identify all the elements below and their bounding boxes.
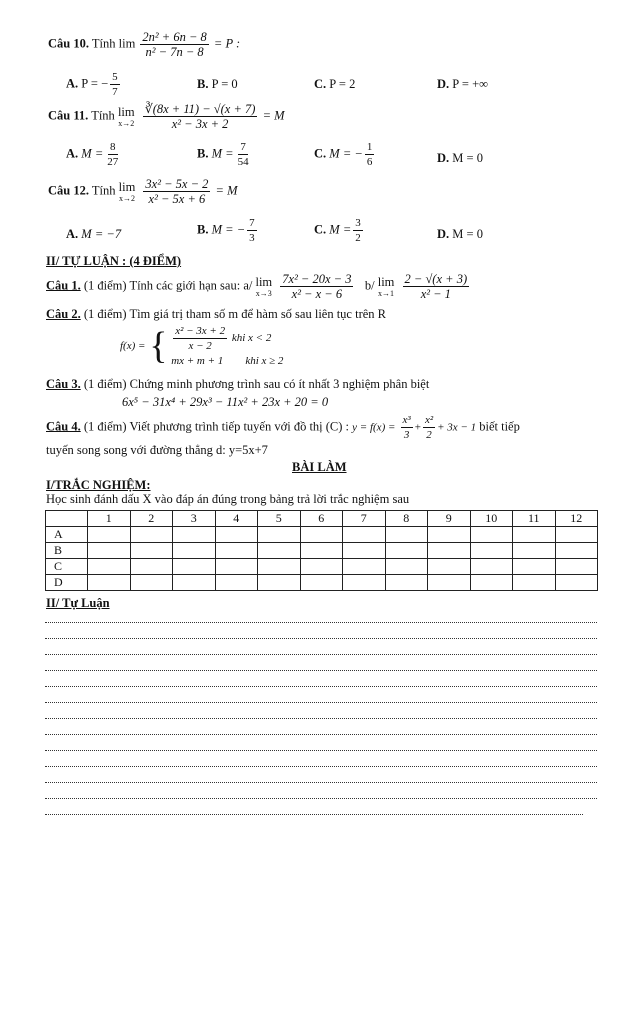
question-label: Câu 10. bbox=[48, 36, 89, 51]
answer-cell[interactable] bbox=[88, 575, 131, 591]
answer-cell[interactable] bbox=[343, 527, 386, 543]
answer-cell[interactable] bbox=[555, 575, 598, 591]
answer-cell[interactable] bbox=[470, 543, 513, 559]
column-header: 12 bbox=[555, 511, 598, 527]
option-d[interactable]: D. P = +∞ bbox=[437, 77, 489, 91]
essay-question-4: Câu 4. (1 điểm) Viết phương trình tiếp tuyến với đồ thị (C) : y = f(x) = $\frac{\text{x³}}{3}$ + $\frac{\text{x²}}{2}$ + 3x − 1 biết tiếp bbox=[46, 414, 520, 441]
bai-lam-heading: BÀI LÀM bbox=[292, 460, 347, 474]
answer-cell[interactable] bbox=[428, 575, 471, 591]
answer-cell[interactable] bbox=[470, 527, 513, 543]
column-header: 6 bbox=[300, 511, 343, 527]
column-header: 5 bbox=[258, 511, 301, 527]
row-header: A bbox=[46, 527, 88, 543]
answer-line[interactable] bbox=[45, 734, 597, 735]
answer-cell[interactable] bbox=[258, 575, 301, 591]
answer-cell[interactable] bbox=[300, 559, 343, 575]
answer-cell[interactable] bbox=[215, 575, 258, 591]
answer-cell[interactable] bbox=[173, 575, 216, 591]
answer-cell[interactable] bbox=[173, 527, 216, 543]
answer-cell[interactable] bbox=[470, 559, 513, 575]
answer-cell[interactable] bbox=[300, 543, 343, 559]
answer-cell[interactable] bbox=[130, 559, 173, 575]
option-b[interactable]: B. M = $\frac{7}{54}$ bbox=[197, 141, 249, 168]
answer-cell[interactable] bbox=[513, 543, 556, 559]
table-row bbox=[46, 559, 598, 575]
answer-line[interactable] bbox=[45, 622, 597, 623]
row-header: B bbox=[46, 543, 88, 559]
answer-cell[interactable] bbox=[88, 527, 131, 543]
answer-cell[interactable] bbox=[385, 559, 428, 575]
column-header: 11 bbox=[513, 511, 556, 527]
answer-line[interactable] bbox=[45, 814, 583, 815]
answer-cell[interactable] bbox=[173, 559, 216, 575]
option-c[interactable]: C. M = $\frac{3}{2}$ bbox=[314, 217, 361, 244]
answer-cell[interactable] bbox=[215, 559, 258, 575]
column-header: 3 bbox=[173, 511, 216, 527]
answer-cell[interactable] bbox=[385, 527, 428, 543]
answer-cell[interactable] bbox=[300, 527, 343, 543]
question-10: Câu 10. Tính lim $\frac{\text{2n² + 6n − 8}}{\text{n² − 7n − 8}}$ = P : bbox=[48, 30, 241, 59]
part2-title: II/ Tự Luận bbox=[46, 596, 110, 610]
answer-cell[interactable] bbox=[215, 527, 258, 543]
column-header: 4 bbox=[215, 511, 258, 527]
table-row bbox=[46, 527, 598, 543]
answer-cell[interactable] bbox=[343, 559, 386, 575]
essay-question-4-line2: tuyến song song với đường thẳng d: y=5x+7 bbox=[46, 443, 268, 457]
answer-cell[interactable] bbox=[555, 543, 598, 559]
polynomial-equation: 6x⁵ − 31x⁴ + 29x³ − 11x² + 23x + 20 = 0 bbox=[122, 395, 329, 409]
option-a[interactable]: A. M = −7 bbox=[66, 227, 122, 241]
essay-question-1: Câu 1. (1 điểm) Tính các giới hạn sau: a/ lim x→3 $\frac{\text{7x² − 20x − 3}}{\text{x² − x − 6}}$ b/ lim x→1 $\frac{2 - √(x + 3)}{\text{x² − 1}}$ bbox=[46, 272, 468, 301]
answer-cell[interactable] bbox=[130, 575, 173, 591]
column-header: 10 bbox=[470, 511, 513, 527]
answer-cell[interactable] bbox=[88, 543, 131, 559]
question-label: Câu 11. bbox=[48, 108, 89, 123]
option-b[interactable]: B. M = − $\frac{7}{3}$ bbox=[197, 217, 255, 244]
answer-line[interactable] bbox=[45, 718, 597, 719]
answer-cell[interactable] bbox=[513, 559, 556, 575]
fraction: $\frac{\text{2n² + 6n − 8}}{\text{n² − 7n − 8}}$ bbox=[142, 30, 207, 59]
essay-question-3: Câu 3. (1 điểm) Chứng minh phương trình sau có ít nhất 3 nghiệm phân biệt bbox=[46, 377, 430, 391]
answer-line[interactable] bbox=[45, 686, 597, 687]
piecewise-function: f(x) = { $\frac{\text{x² − 3x + 2}}{x - 2}$ khi x < 2 mx + m + 1 khi x ≥ 2 bbox=[120, 324, 284, 367]
part1-title: I/TRẮC NGHIỆM: bbox=[46, 478, 151, 492]
answer-cell[interactable] bbox=[258, 559, 301, 575]
answer-line[interactable] bbox=[45, 702, 597, 703]
answer-cell[interactable] bbox=[300, 575, 343, 591]
answer-cell[interactable] bbox=[513, 575, 556, 591]
answer-line[interactable] bbox=[45, 750, 597, 751]
answer-cell[interactable] bbox=[555, 527, 598, 543]
part1-instruction: Học sinh đánh dấu X vào đáp án đúng trong bảng trả lời trắc nghiệm sau bbox=[46, 492, 410, 506]
question-11: Câu 11. Tính lim x→2 $\frac{∛(8x + 11) - √(x + 7)}{\text{x² − 3x + 2}}$ = M bbox=[48, 102, 285, 131]
answer-line[interactable] bbox=[45, 670, 597, 671]
column-header: 9 bbox=[428, 511, 471, 527]
answer-cell[interactable] bbox=[258, 527, 301, 543]
answer-cell[interactable] bbox=[428, 527, 471, 543]
table-header-row bbox=[46, 511, 598, 527]
answer-line[interactable] bbox=[45, 654, 597, 655]
answer-line[interactable] bbox=[45, 638, 597, 639]
answer-cell[interactable] bbox=[555, 559, 598, 575]
table-row bbox=[46, 575, 598, 591]
answer-cell[interactable] bbox=[130, 527, 173, 543]
column-header: 7 bbox=[343, 511, 386, 527]
table-row bbox=[46, 543, 598, 559]
column-header: 1 bbox=[88, 511, 131, 527]
answer-cell[interactable] bbox=[88, 559, 131, 575]
option-b[interactable]: B. P = 0 bbox=[197, 77, 238, 91]
answer-cell[interactable] bbox=[215, 543, 258, 559]
answer-line[interactable] bbox=[45, 782, 597, 783]
column-header: 2 bbox=[130, 511, 173, 527]
answer-cell[interactable] bbox=[343, 575, 386, 591]
row-header: D bbox=[46, 575, 88, 591]
table-corner bbox=[46, 511, 88, 527]
question-12: Câu 12. Tính lim x→2 $\frac{\text{3x² − 5x − 2}}{\text{x² − 5x + 6}}$ = M bbox=[48, 177, 238, 206]
essay-question-2: Câu 2. (1 điểm) Tìm giá trị tham số m để hàm số sau liên tục trên R bbox=[46, 307, 387, 321]
answer-line[interactable] bbox=[45, 798, 597, 799]
answer-cell[interactable] bbox=[470, 575, 513, 591]
answer-cell[interactable] bbox=[428, 543, 471, 559]
answer-cell[interactable] bbox=[428, 559, 471, 575]
option-c[interactable]: C. P = 2 bbox=[314, 77, 356, 91]
answer-cell[interactable] bbox=[343, 543, 386, 559]
answer-line[interactable] bbox=[45, 766, 597, 767]
option-d[interactable]: D. M = 0 bbox=[437, 227, 483, 241]
column-header: 8 bbox=[385, 511, 428, 527]
section-title: II/ TỰ LUẬN : (4 ĐIỂM) bbox=[46, 254, 182, 268]
option-c[interactable]: C. M = − $\frac{1}{6}$ bbox=[314, 141, 373, 168]
answer-cell[interactable] bbox=[513, 527, 556, 543]
option-a[interactable]: A. M = $\frac{8}{27}$ bbox=[66, 141, 119, 168]
answer-cell[interactable] bbox=[258, 543, 301, 559]
option-a[interactable]: A. P = − $\frac{5}{7}$ bbox=[66, 71, 118, 98]
answer-cell[interactable] bbox=[385, 575, 428, 591]
answer-cell[interactable] bbox=[130, 543, 173, 559]
row-header: C bbox=[46, 559, 88, 575]
answer-cell[interactable] bbox=[385, 543, 428, 559]
answer-table bbox=[45, 510, 598, 591]
question-label: Câu 12. bbox=[48, 183, 89, 198]
answer-cell[interactable] bbox=[173, 543, 216, 559]
option-d[interactable]: D. M = 0 bbox=[437, 151, 483, 165]
